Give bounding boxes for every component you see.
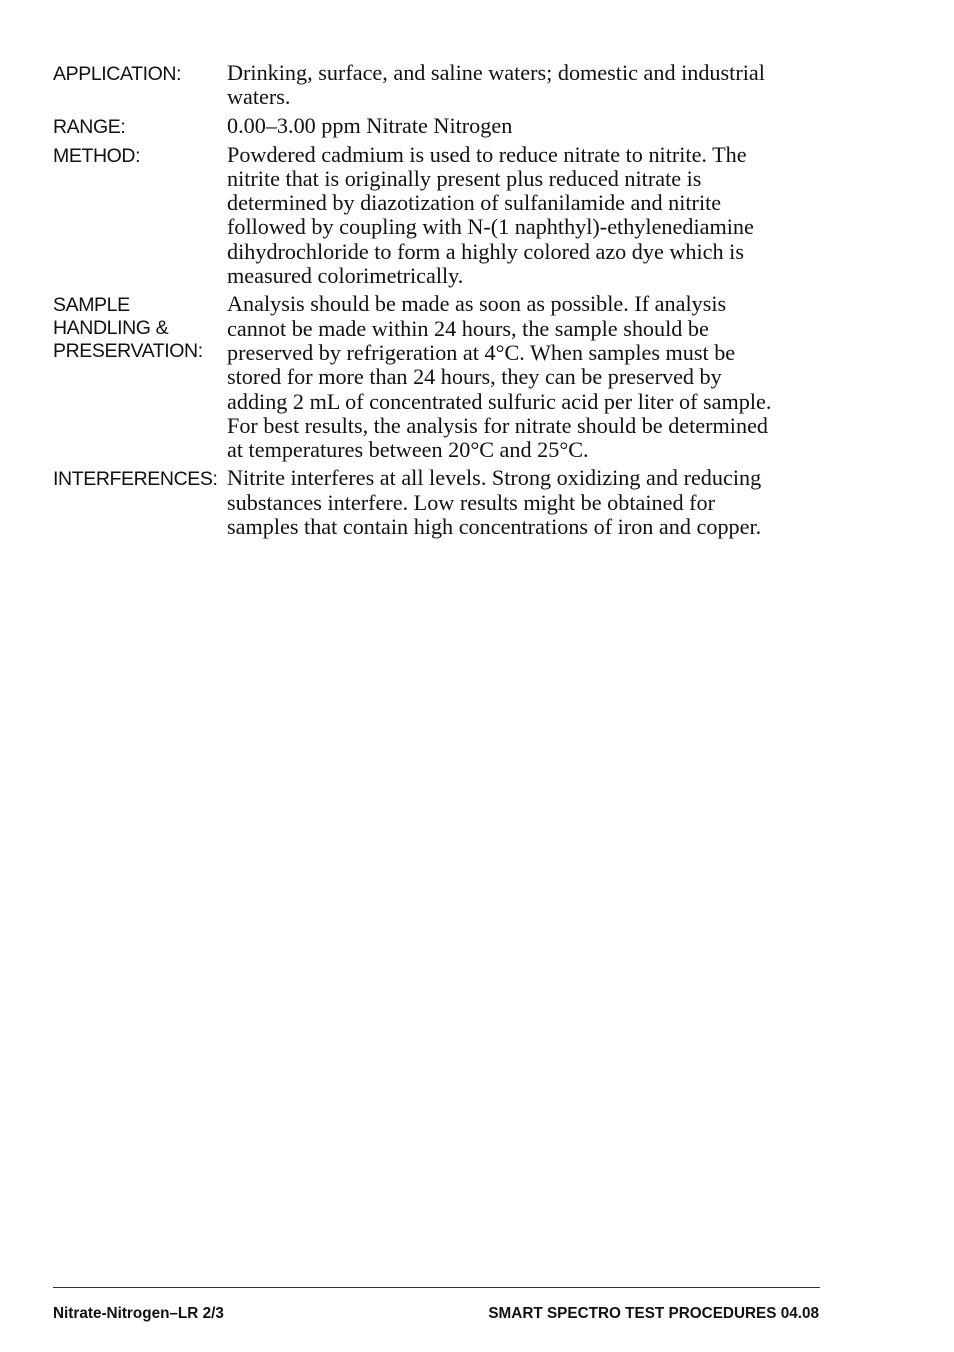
section-label: METHOD:: [53, 144, 141, 167]
section-text: Powdered cadmium is used to reduce nitrate to nitrite. The nitrite that is originally present plus reduced nitrate is determined by diazotization of sulfanilamide and nitrite followed by coupling with N-(1 naphthyl)-ethylenediamine dihydrochloride to form a highly colored azo dye which is measured colorimetrically.: [227, 141, 754, 289]
section-label: APPLICATION:: [53, 63, 182, 85]
section-method: [53, 143, 833, 289]
section-label: INTERFERENCES:: [53, 468, 218, 491]
section-sample-handling: [53, 292, 833, 462]
section-range: [53, 114, 833, 139]
footer-document-id: Nitrate-Nitrogen–LR 2/3: [53, 1305, 224, 1322]
section-label: RANGE:: [53, 115, 126, 138]
procedure-sections: [53, 61, 833, 543]
section-label: SAMPLE HANDLING & PRESERVATION:: [53, 294, 203, 363]
section-text: 0.00–3.00 ppm Nitrate Nitrogen: [227, 112, 513, 138]
footer-publication: SMART SPECTRO TEST PROCEDURES 04.08: [488, 1305, 819, 1322]
footer-divider: [53, 1287, 820, 1288]
section-interferences: [53, 466, 833, 539]
section-text: Drinking, surface, and saline waters; domestic and industrial waters.: [227, 60, 765, 110]
section-text: Nitrite interferes at all levels. Strong oxidizing and reducing substances interfere. Low results might be obtained for samples that contain high concentrations of iron and copper.: [227, 465, 762, 540]
section-application: [53, 61, 833, 110]
section-text: Analysis should be made as soon as possible. If analysis cannot be made within 24 hours, the sample should be preserved by refrigeration at 4°C. When samples must be stored for more than 24 hours, they can be preserved by adding 2 mL of concentrated sulfuric acid per liter of sample. For best results, the analysis for nitrate should be determined at temperatures between 20°C and 25°C.: [227, 291, 772, 463]
